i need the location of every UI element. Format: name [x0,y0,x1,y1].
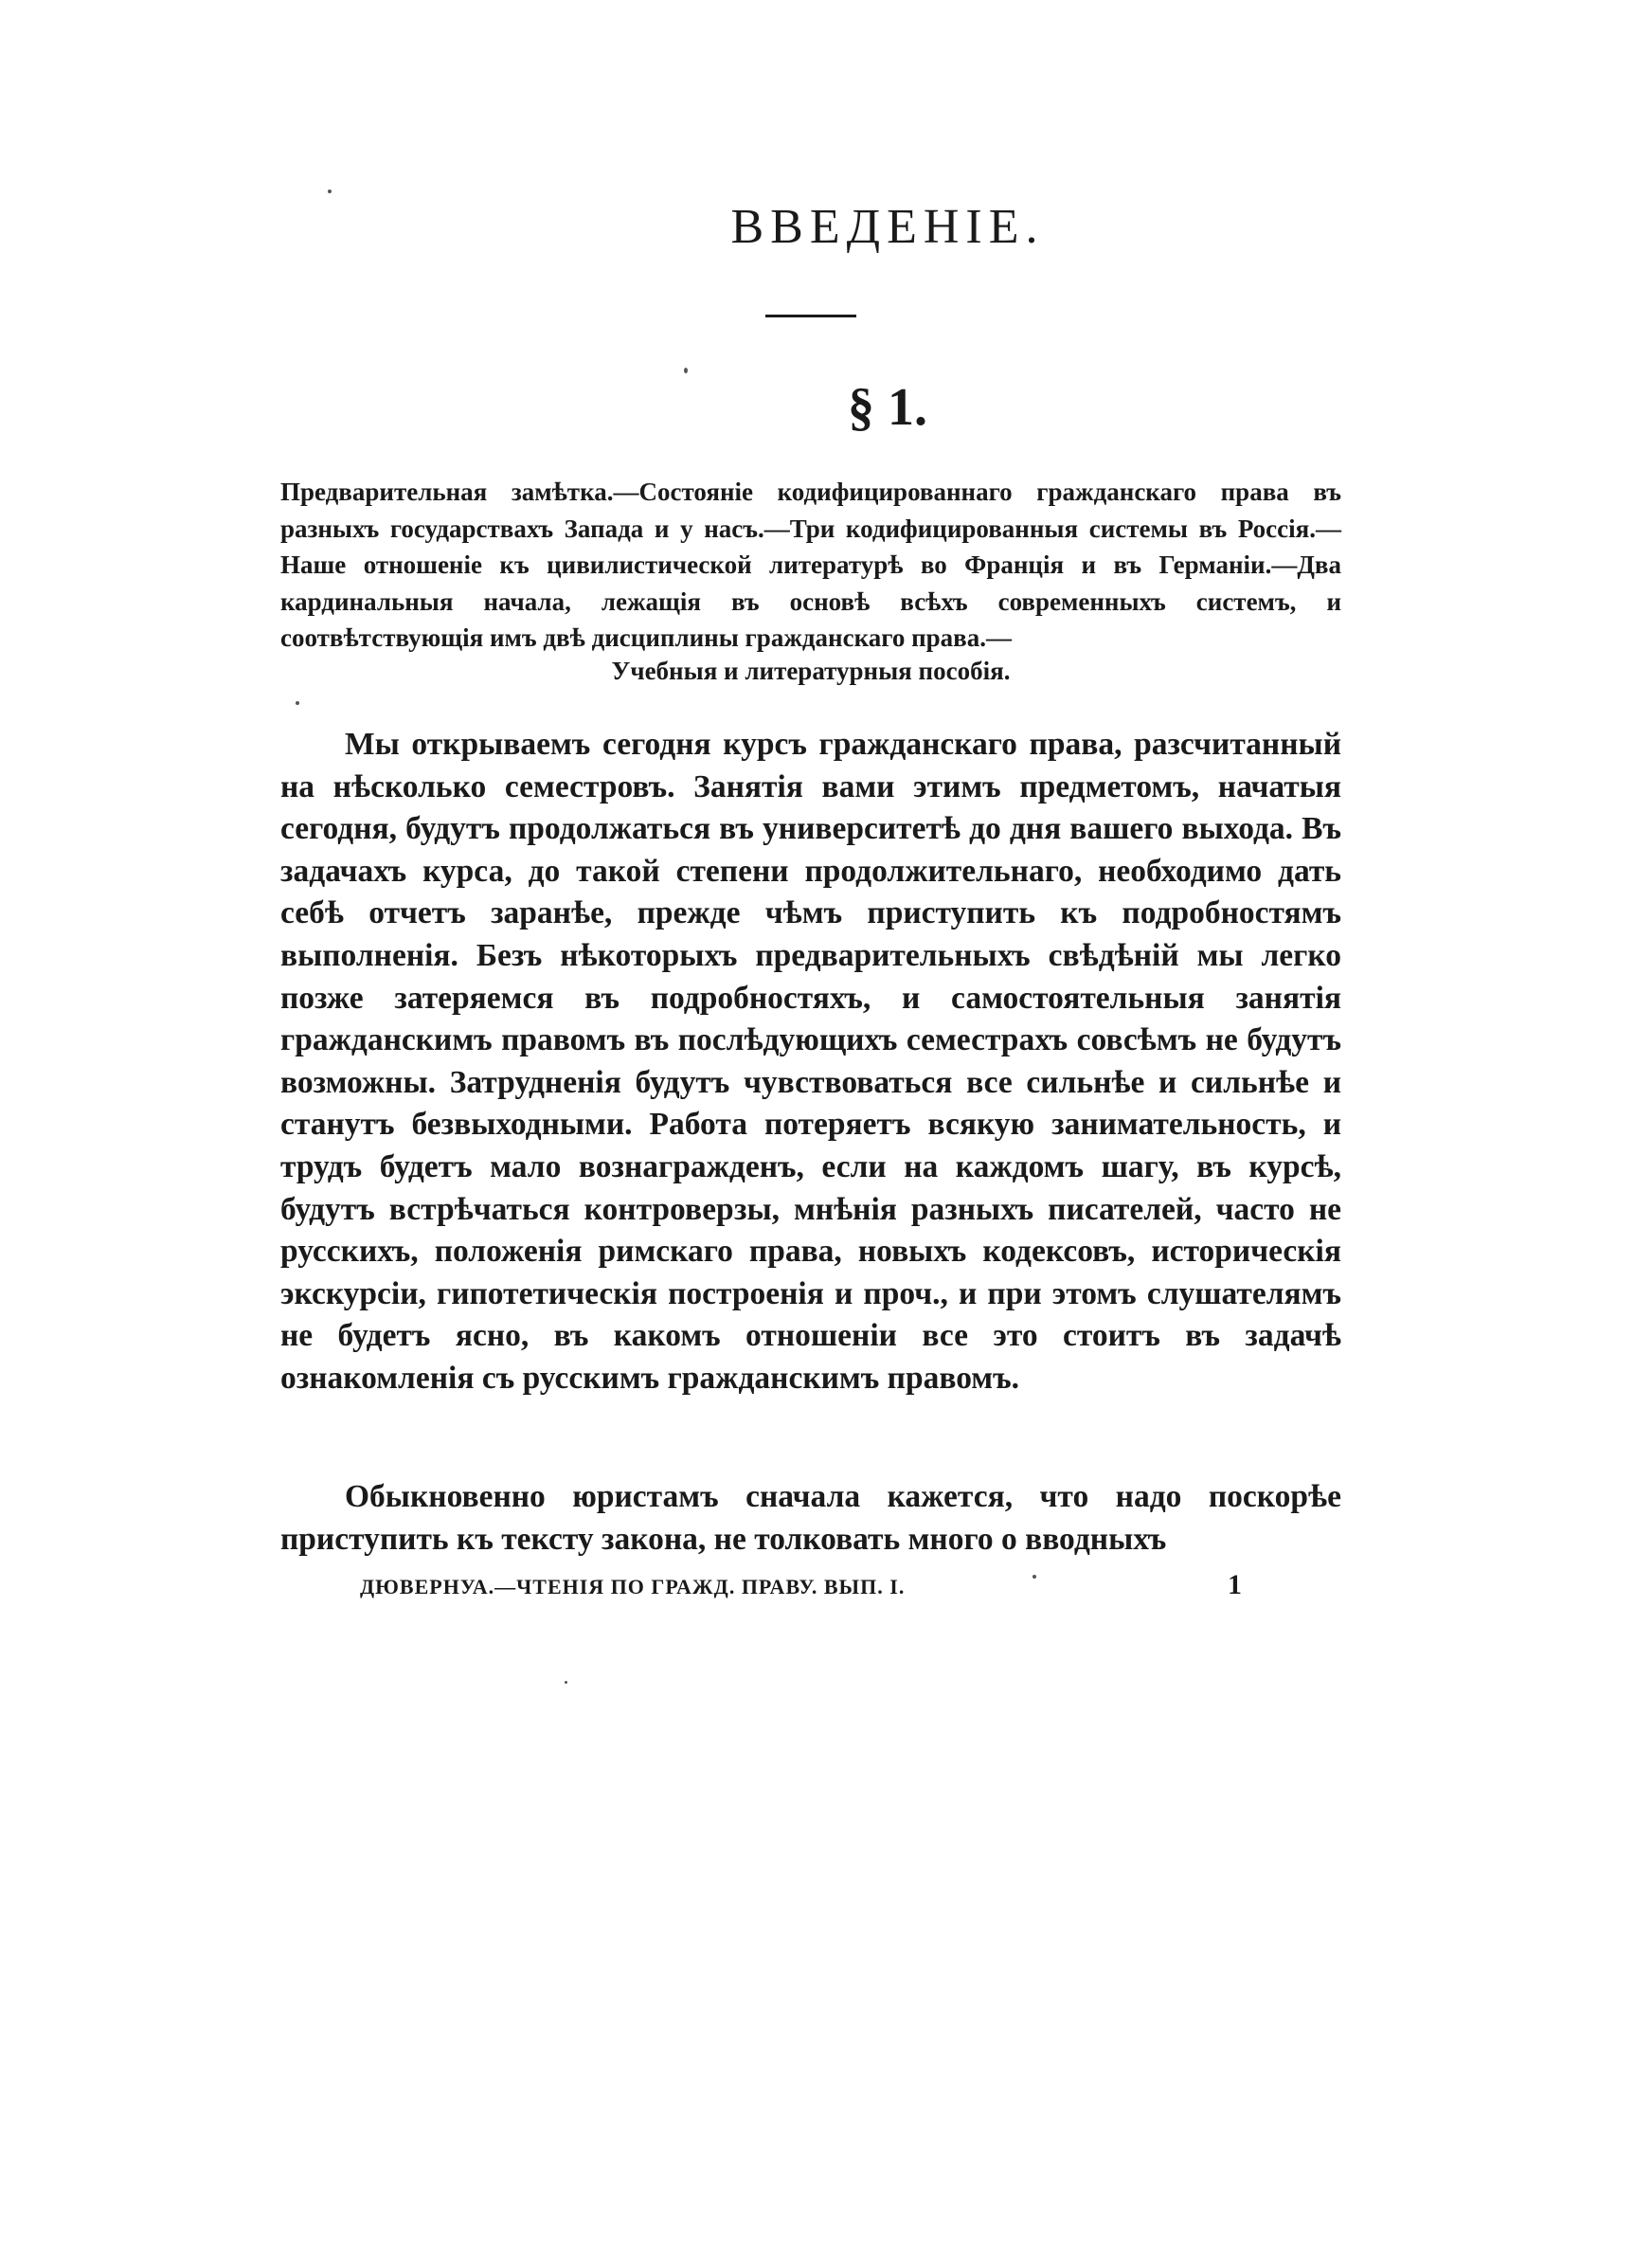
running-footer: ДЮВЕРНУА.—ЧТЕНІЯ ПО ГРАЖД. ПРАВУ. ВЫП. I. [360,1575,906,1598]
page-number: 1 [1228,1569,1242,1600]
section-heading: § 1. [848,378,927,437]
scan-speck [1032,1575,1036,1579]
scan-speck [296,701,299,705]
scan-speck [328,190,332,193]
chapter-title: ВВЕДЕНІЕ. [730,200,1045,254]
title-divider [765,315,856,317]
section-summary: Предварительная замѣтка.—Состояніе кодифицированнаго гражданскаго права въ разныхъ государствахъ Запада и у насъ.—Три кодифицированныя системы въ Россія.—Наше отношеніе къ цивилистической литературѣ во Франція и въ Германіи.—Два кардинальныя начала, лежащія въ основѣ всѣхъ современныхъ системъ, и соотвѣтствующія имъ двѣ дисциплины гражданскаго права.— [280,478,1341,653]
body-paragraph-1: Мы открываемъ сегодня курсъ гражданскаго права, разсчитанный на нѣсколько семестровъ. Занятія вами этимъ предметомъ, начатыя сегодня, будутъ продолжаться въ университетѣ до дня вашего выхода. Въ задачахъ курса, до такой степени продолжительнаго, необходимо дать себѣ отчетъ заранѣе, прежде чѣмъ приступить къ подробностямъ выполненія. Безъ нѣкоторыхъ предварительныхъ свѣдѣній мы легко позже затеряемся въ подробностяхъ, и самостоятельныя занятія гражданскимъ правомъ въ послѣдующихъ семестрахъ совсѣмъ не будутъ возможны. Затрудненія будутъ чувствоваться все сильнѣе и сильнѣе и станутъ безвыходными. Работа потеряетъ всякую занимательность, и трудъ будетъ мало вознагражденъ, если на каждомъ шагу, въ курсѣ, будутъ встрѣчаться контроверзы, мнѣнія разныхъ писателей, часто не русскихъ, положенія римскаго права, новыхъ кодексовъ, историческія экскурсіи, гипотетическія построенія и проч., и при этомъ слушателямъ не будетъ ясно, въ какомъ отношеніи все это стоитъ въ задачѣ ознакомленія съ русскимъ гражданскимъ правомъ. [280,727,1341,1396]
body-paragraph-2: Обыкновенно юристамъ сначала кажется, что надо поскорѣе приступить къ тексту закона, не толковать много о вводныхъ [280,1479,1341,1557]
section-summary-last-line: Учебныя и литературныя пособія. [611,657,1011,685]
scan-speck [565,1681,567,1684]
scan-speck [684,368,688,373]
